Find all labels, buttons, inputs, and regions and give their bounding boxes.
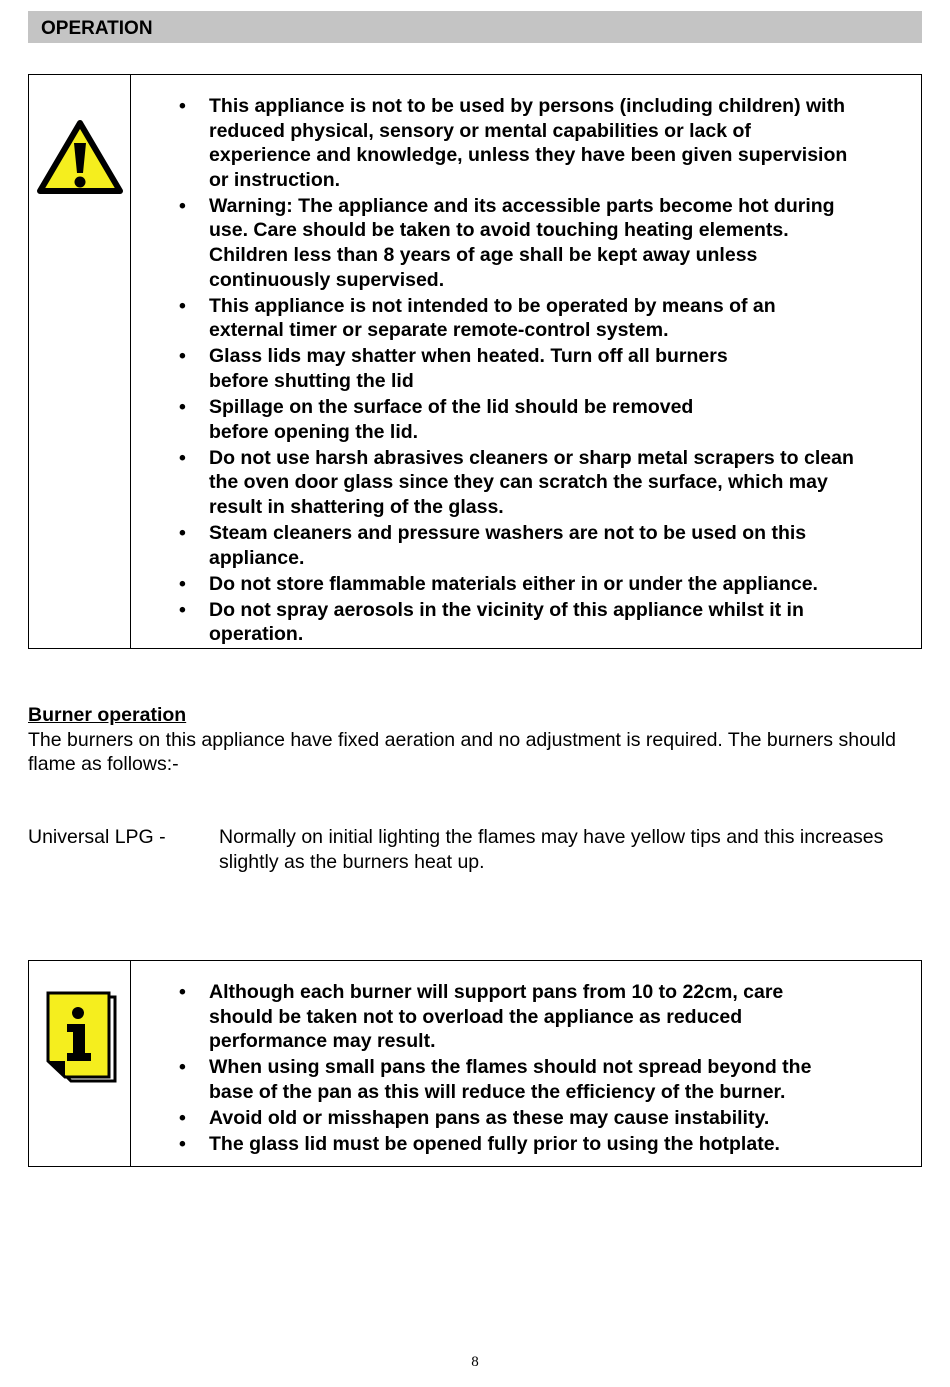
list-item: • This appliance is not to be used by persons (including children) with reduced physical, sensory or mental capabilities or lack of experience and knowledge, unless they have been given supervision or instruction. bbox=[179, 94, 913, 192]
list-item: • Glass lids may shatter when heated. Turn off all burners before shutting the lid bbox=[179, 344, 913, 393]
burner-operation-title: Burner operation bbox=[28, 704, 187, 726]
list-item: • Do not spray aerosols in the vicinity of this appliance whilst it in operation. bbox=[179, 598, 913, 647]
list-item: • Spillage on the surface of the lid should be removed before opening the lid. bbox=[179, 395, 913, 444]
list-item: • The glass lid must be opened fully prior to using the hotplate. bbox=[179, 1132, 913, 1157]
list-item: • When using small pans the flames should not spread beyond the base of the pan as this will reduce the efficiency of the burner. bbox=[179, 1055, 913, 1104]
page-number: 8 bbox=[471, 1354, 479, 1370]
list-item: • Although each burner will support pans from 10 to 22cm, care should be taken not to overload the appliance as reduced performance may result. bbox=[179, 980, 913, 1054]
list-item: • Avoid old or misshapen pans as these may cause instability. bbox=[179, 1106, 913, 1131]
burner-operation-intro: The burners on this appliance have fixed aeration and no adjustment is required. The burners should flame as follows:- bbox=[28, 728, 896, 776]
list-item: • This appliance is not intended to be operated by means of an external timer or separate remote-control system. bbox=[179, 294, 913, 343]
info-note-icon bbox=[45, 991, 117, 1088]
warning-triangle-icon bbox=[36, 119, 124, 200]
box-divider bbox=[130, 75, 131, 648]
box-divider bbox=[130, 961, 131, 1166]
warning-list bbox=[179, 94, 913, 649]
list-item: • Do not store flammable materials either in or under the appliance. bbox=[179, 572, 913, 597]
lpg-description: Normally on initial lighting the flames may have yellow tips and this increases slightly as the burners heat up. bbox=[219, 826, 884, 873]
lpg-label: Universal LPG - bbox=[28, 826, 166, 848]
warning-box bbox=[28, 74, 922, 649]
list-item: • Warning: The appliance and its accessible parts become hot during use. Care should be taken to avoid touching heating elements. Children less than 8 years of age shall be kept away unless continuously supervised. bbox=[179, 194, 913, 292]
list-item: • Do not use harsh abrasives cleaners or sharp metal scrapers to clean the oven door glass since they can scratch the surface, which may result in shattering of the glass. bbox=[179, 446, 913, 520]
info-box bbox=[28, 960, 922, 1167]
burner-operation-section bbox=[28, 703, 918, 777]
section-header bbox=[28, 11, 922, 43]
list-item: • Steam cleaners and pressure washers are not to be used on this appliance. bbox=[179, 521, 913, 570]
info-list bbox=[179, 980, 913, 1158]
section-title: OPERATION bbox=[41, 18, 153, 39]
